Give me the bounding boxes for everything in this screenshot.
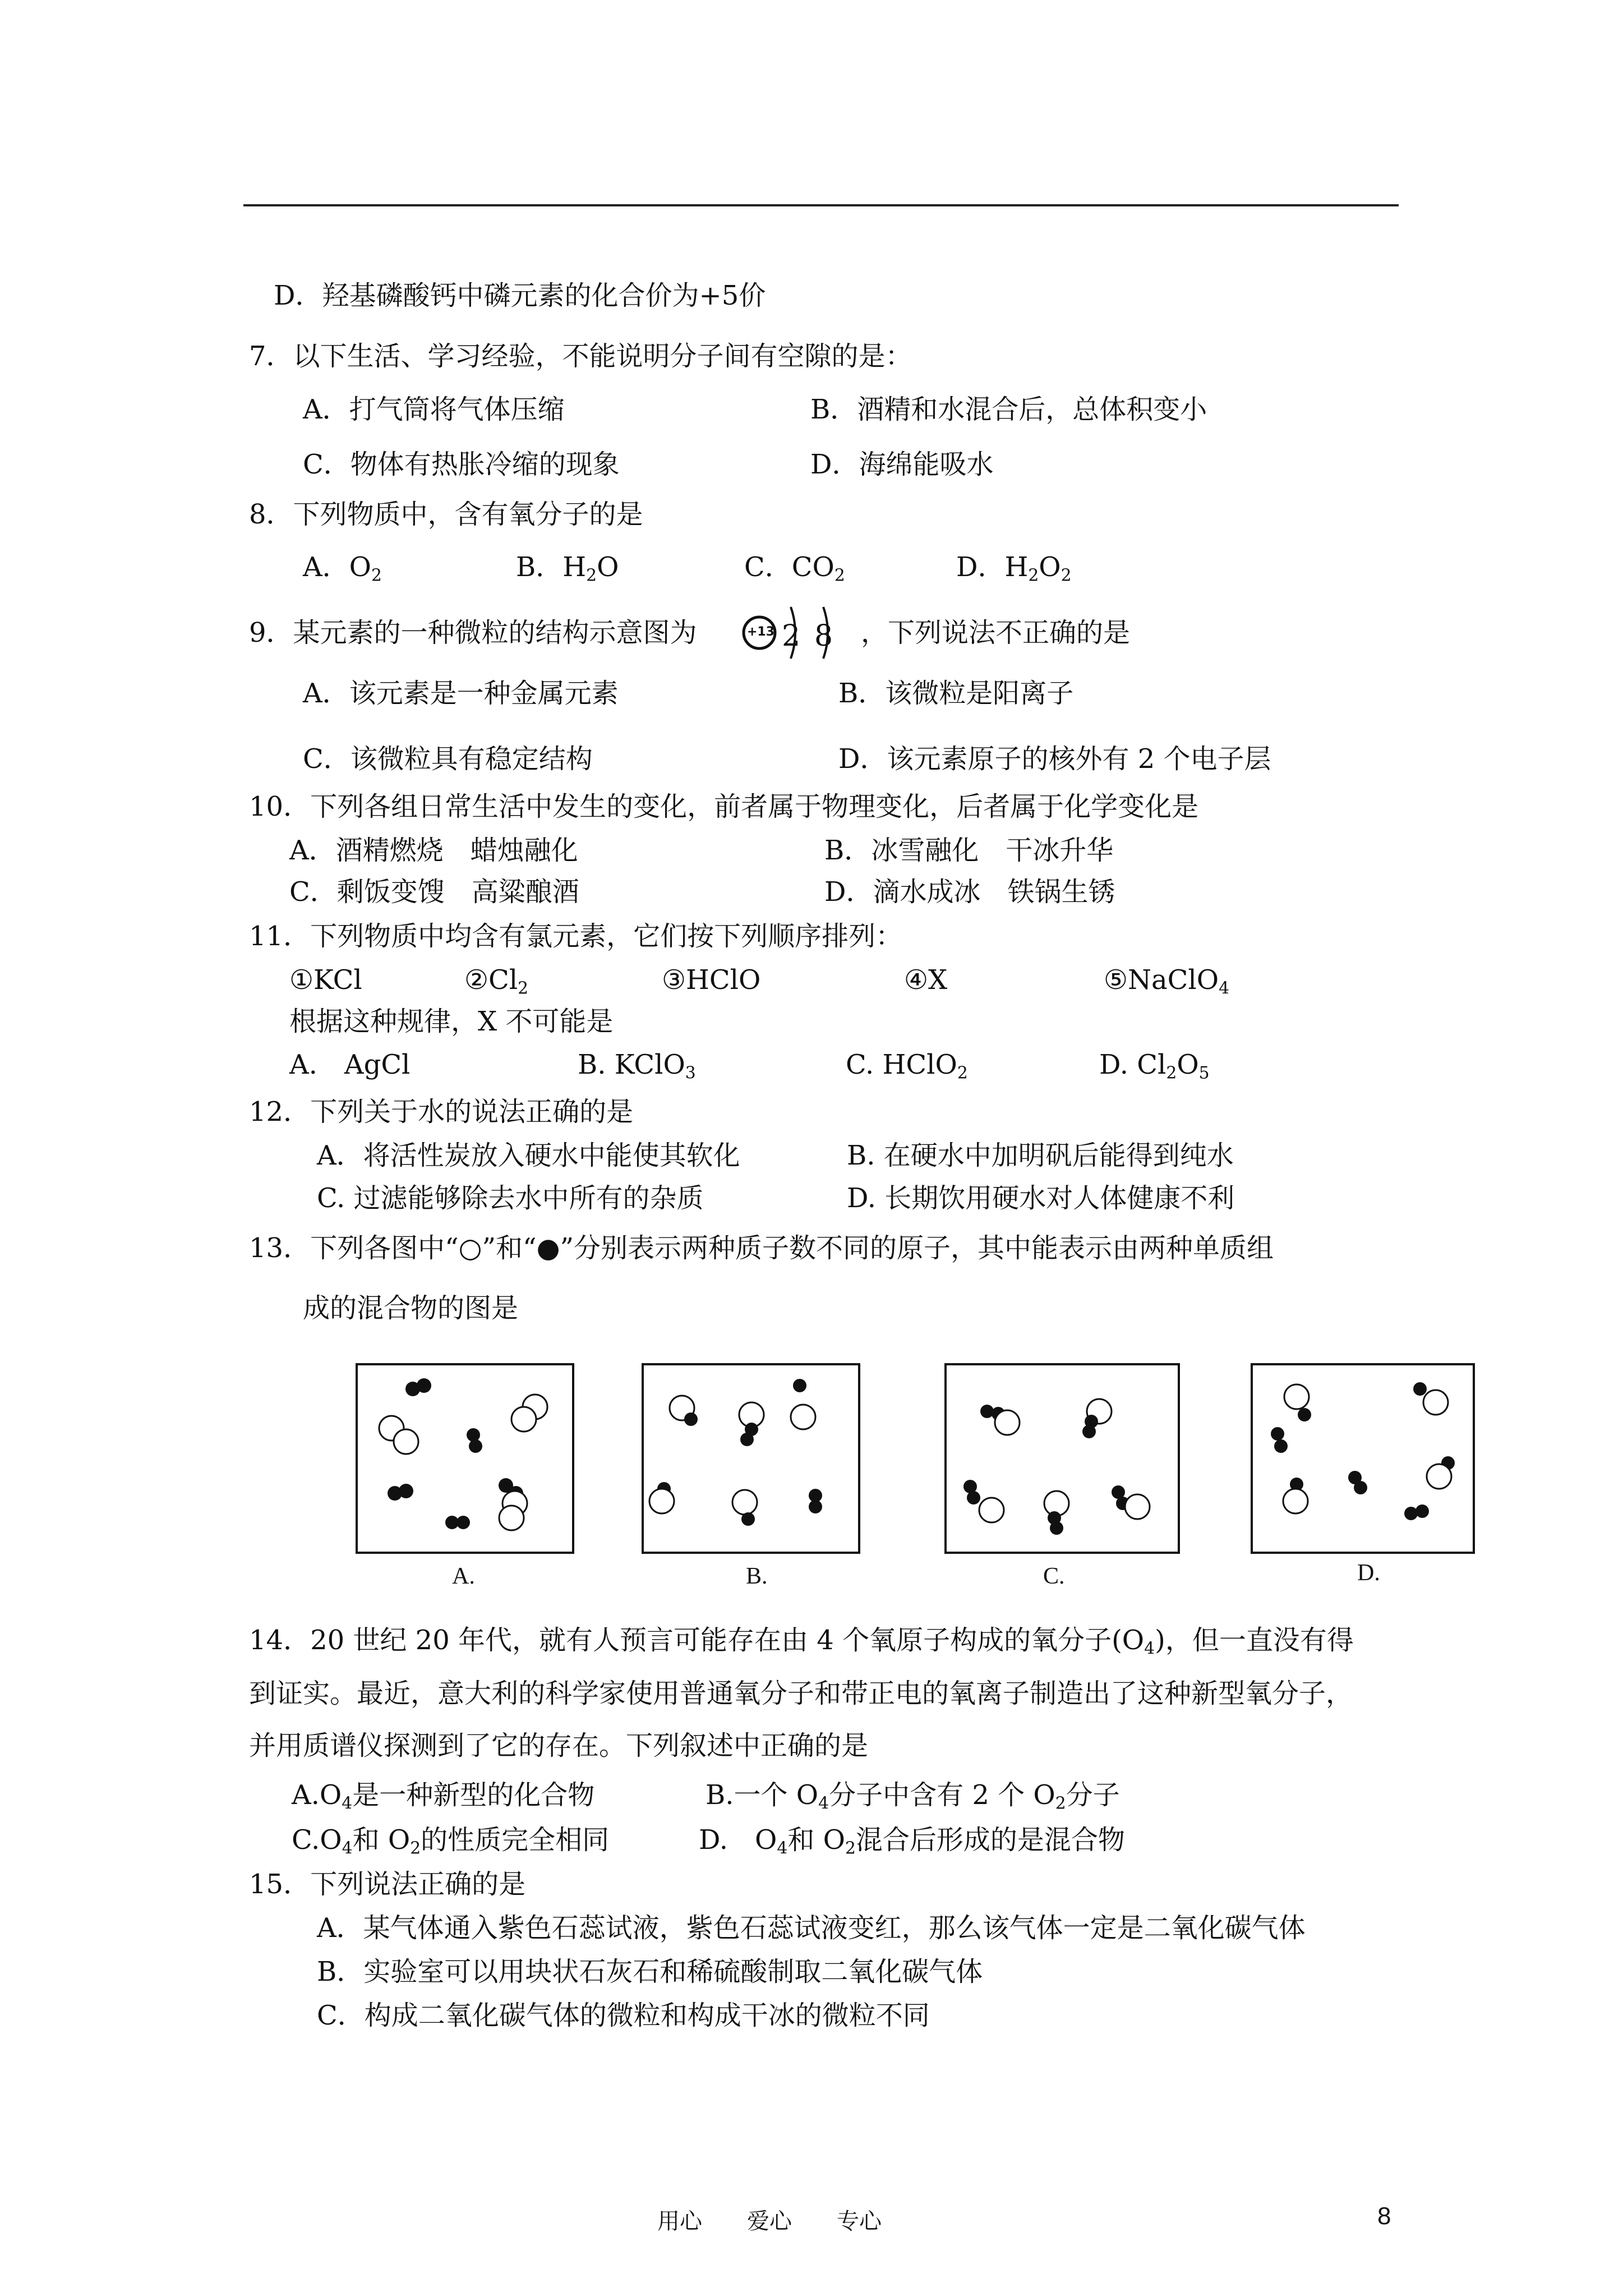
page-number: 8 (1377, 2202, 1391, 2230)
q12-option-c: C. 过滤能够除去水中所有的杂质 (317, 1182, 704, 1214)
q10-option-b: B．冰雪融化 干冰升华 (824, 835, 1114, 866)
q15-option-b: B．实验室可以用块状石灰石和稀硫酸制取二氧化碳气体 (317, 1956, 983, 1987)
q7-option-c: C．物体有热胀冷缩的现象 (303, 449, 620, 480)
q8-stem: 8．下列物质中，含有氧分子的是 (249, 499, 643, 530)
q7-option-a: A．打气筒将气体压缩 (303, 394, 565, 425)
q15-stem: 15．下列说法正确的是 (249, 1869, 526, 1900)
q14-option-d: D. $O_4$和 $O_2$混合后形成的是混合物 (699, 1824, 1125, 1858)
q7-option-b: B．酒精和水混合后，总体积变小 (810, 394, 1207, 425)
q13-figure-a (356, 1363, 574, 1554)
q7-stem: 7．以下生活、学习经验，不能说明分子间有空隙的是： (249, 341, 912, 372)
q15-option-c: C．构成二氧化碳气体的微粒和构成干冰的微粒不同 (317, 2000, 930, 2031)
q13-stem: 13．下列各图中“○”和“●”分别表示两种质子数不同的原子，其中能表示由两种单质组 (249, 1232, 1274, 1264)
q8-option-d: D．$H_2O_2$ (956, 551, 1072, 586)
q9-option-c: C．该微粒具有稳定结构 (303, 743, 593, 775)
q13-figure-c (944, 1363, 1180, 1554)
q13-figure-d-label: D. (1357, 1560, 1380, 1586)
q12-stem: 12．下列关于水的说法正确的是 (249, 1096, 634, 1128)
q12-option-d: D. 长期饮用硬水对人体健康不利 (847, 1182, 1235, 1214)
q11-option-d: D. $Cl_2O_5$ (1099, 1049, 1210, 1083)
shell-2-electrons: 8 (814, 619, 833, 653)
q11-option-a: A. AgCl (289, 1049, 411, 1080)
atomic-structure-diagram (739, 599, 857, 661)
q14-option-c: $C.O_4$和 $O_2$的性质完全相同 (292, 1824, 610, 1858)
q8-option-b: B．$H_2O$ (516, 551, 619, 586)
q13-figure-d (1251, 1363, 1475, 1554)
q15-option-a: A．某气体通入紫色石蕊试液，紫色石蕊试液变红，那么该气体一定是二氧化碳气体 (317, 1912, 1306, 1944)
q13-figure-b-label: B. (746, 1563, 768, 1589)
nucleus-charge: +13 (747, 625, 775, 639)
q11-seq-3: ③HClO (662, 964, 761, 996)
q10-option-d: D．滴水成冰 铁锅生锈 (824, 876, 1115, 908)
q9-stem: 9．某元素的一种微粒的结构示意图为 (249, 617, 697, 648)
q6-option-d: D．羟基磷酸钙中磷元素的化合价为+5价 (274, 280, 766, 311)
q11-rule: 根据这种规律，X 不可能是 (289, 1006, 614, 1037)
q14-line-1: 14．20 世纪 20 年代，就有人预言可能存在由 4 个氧原子构成的氧分子$(O_4)$，但一直没有得 (249, 1625, 1354, 1659)
q7-option-d: D．海绵能吸水 (810, 449, 994, 480)
q11-seq-4: ④X (904, 964, 948, 996)
q10-stem: 10．下列各组日常生活中发生的变化，前者属于物理变化，后者属于化学变化是 (249, 791, 1199, 822)
q9-stem-tail: ，下列说法不正确的是 (861, 617, 1131, 648)
q11-option-b: B. KClO$_3$ (578, 1049, 696, 1083)
q14-line-3: 并用质谱仪探测到了它的存在。下列叙述中正确的是 (249, 1730, 869, 1761)
q14-option-a: $A.O_4$是一种新型的化合物 (292, 1779, 595, 1814)
q8-option-a: A．$O_2$ (303, 551, 382, 586)
q13-figure-b (642, 1363, 860, 1554)
q10-option-c: C．剩饭变馊 高粱酿酒 (289, 876, 579, 908)
q13-figure-a-label: A. (452, 1563, 475, 1589)
q11-seq-5: ⑤NaClO$_4$ (1104, 964, 1230, 999)
q14-option-b: B.一个 $O_4$分子中含有 2 个 $O_2$分子 (706, 1779, 1120, 1814)
q9-option-a: A．该元素是一种金属元素 (303, 678, 619, 709)
q11-stem: 11．下列物质中均含有氯元素，它们按下列顺序排列： (249, 921, 903, 952)
q10-option-a: A．酒精燃烧 蜡烛融化 (289, 835, 578, 866)
q11-option-c: C. HClO$_2$ (846, 1049, 968, 1083)
header-rule (243, 204, 1399, 206)
q9-option-b: B．该微粒是阳离子 (838, 678, 1074, 709)
q13-figure-c-label: C. (1043, 1563, 1065, 1589)
footer-motto: 用心 爱心 专心 (657, 2208, 882, 2234)
q8-option-c: C．$CO_2$ (744, 551, 845, 586)
q12-option-a: A．将活性炭放入硬水中能使其软化 (317, 1140, 740, 1171)
q13-stem-2: 成的混合物的图是 (303, 1292, 519, 1324)
q12-option-b: B. 在硬水中加明矾后能得到纯水 (847, 1140, 1234, 1171)
shell-1-electrons: 2 (782, 619, 801, 653)
q11-seq-2: $②Cl_2$ (464, 964, 529, 999)
q9-option-d: D．该元素原子的核外有 2 个电子层 (838, 743, 1271, 775)
q14-line-2: 到证实。最近，意大利的科学家使用普通氧分子和带正电的氧离子制造出了这种新型氧分子， (249, 1678, 1353, 1709)
q11-seq-1: ①KCl (289, 964, 362, 996)
